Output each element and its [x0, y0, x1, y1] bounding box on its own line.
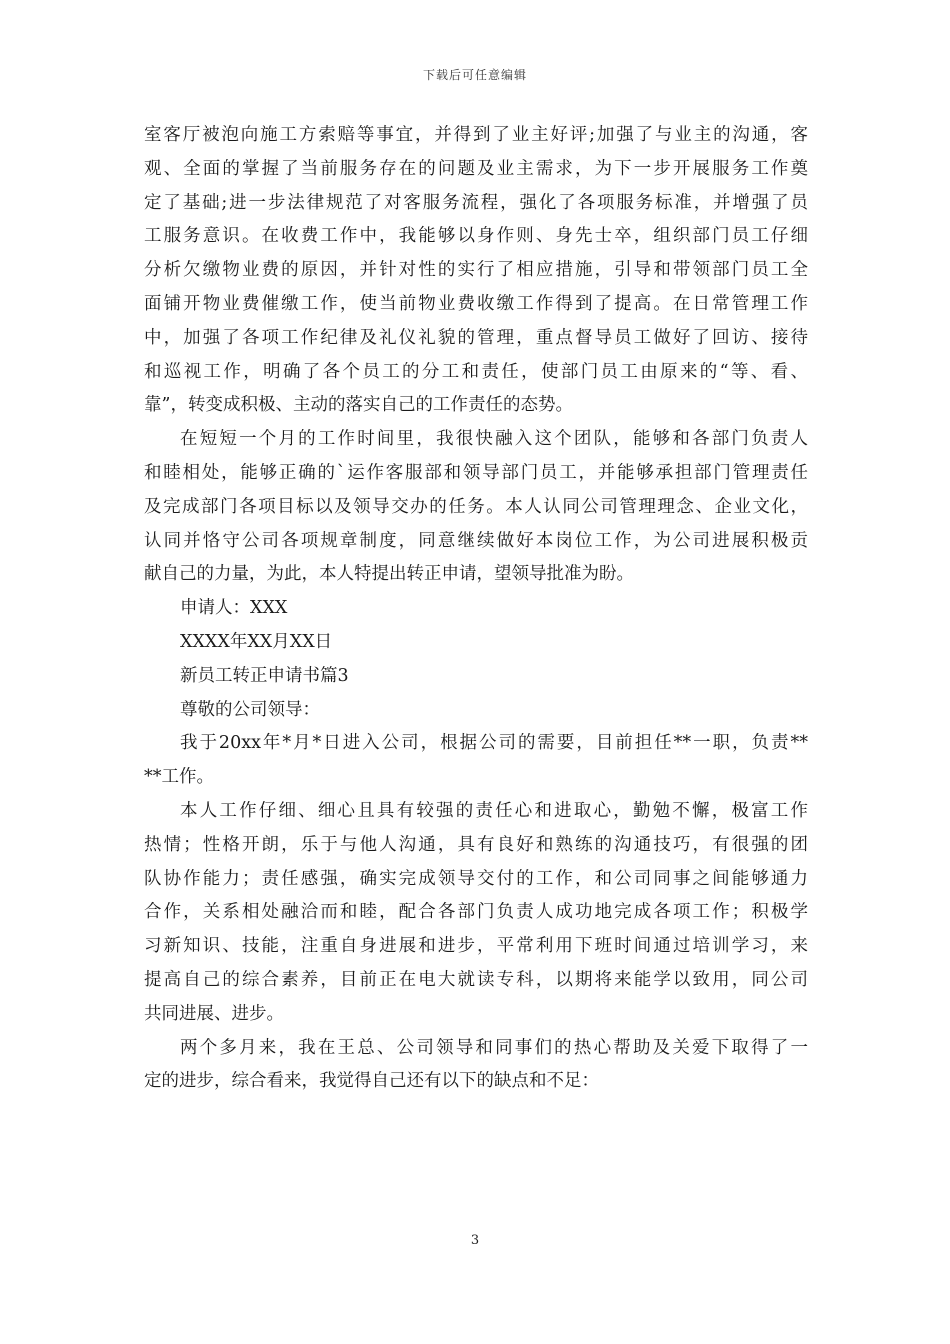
text-line: 面铺开物业费催缴工作，使当前物业费收缴工作得到了提高。在日常管理工作	[144, 293, 808, 314]
paragraph	[144, 626, 808, 660]
paragraph	[144, 727, 808, 795]
text-line: 在短短一个月的工作时间里，我很快融入这个团队，能够和各部门负责人	[180, 429, 808, 450]
paragraph	[144, 1032, 808, 1100]
paragraph	[144, 423, 808, 592]
text-line: 本人工作仔细、细心且具有较强的责任心和进取心，勤勉不懈，极富工作	[180, 800, 808, 821]
text-line: **工作。	[144, 767, 214, 788]
text-line: 认同并恪守公司各项规章制度，同意继续做好本岗位工作，为公司进展积极贡	[144, 530, 808, 551]
text-line: 申请人：XXX	[180, 598, 288, 619]
text-line: 队协作能力；责任感强，确实完成领导交付的工作，和公司同事之间能够通力	[144, 868, 808, 889]
text-line: 室客厅被泡向施工方索赔等事宜，并得到了业主好评;加强了与业主的沟通，客	[144, 125, 808, 145]
text-line: 共同进展、进步。	[144, 1003, 284, 1024]
text-line: 中，加强了各项工作纪律及礼仪礼貌的管理，重点督导员工做好了回访、接待	[144, 327, 808, 348]
text-line: 及完成部门各项目标以及领导交办的任务。本人认同公司管理理念、企业文化，	[144, 496, 808, 517]
document-body	[144, 119, 808, 1099]
text-line: 提高自己的综合素养，目前正在电大就读专科，以期将来能学以致用，同公司	[144, 969, 808, 990]
text-line: 靠”，转变成积极、主动的落实自己的工作责任的态势。	[144, 395, 573, 416]
text-line: 和巡视工作，明确了各个员工的分工和责任，使部门员工由原来的“等、看、	[144, 361, 808, 382]
text-line: 定的进步，综合看来，我觉得自己还有以下的缺点和不足：	[144, 1071, 599, 1092]
text-line: 定了基础;进一步法律规范了对客服务流程，强化了各项服务标准，并增强了员	[144, 192, 808, 213]
page-header: 下载后可任意编辑	[422, 68, 527, 82]
text-line: 合作，关系相处融洽而和睦，配合各部门负责人成功地完成各项工作；积极学	[144, 902, 808, 923]
text-line: 分析欠缴物业费的原因，并针对性的实行了相应措施，引导和带领部门员工全	[144, 260, 808, 281]
text-line: 热情；性格开朗，乐于与他人沟通，具有良好和熟练的沟通技巧，有很强的团	[144, 834, 808, 855]
paragraph	[144, 119, 808, 423]
text-line: 献自己的力量，为此，本人特提出转正申请，望领导批准为盼。	[144, 564, 634, 585]
paragraph	[144, 660, 808, 694]
text-line: 尊敬的公司领导：	[180, 699, 320, 720]
text-line: 工服务意识。在收费工作中，我能够以身作则、身先士卒，组织部门员工仔细	[144, 226, 808, 247]
text-line: 和睦相处，能够正确的`运作客服部和领导部门员工，并能够承担部门管理责任	[144, 462, 808, 483]
text-line: 观、全面的掌握了当前服务存在的问题及业主需求，为下一步开展服务工作奠	[144, 158, 808, 179]
paragraph	[144, 795, 808, 1032]
text-line: 我于20xx年*月*日进入公司，根据公司的需要，目前担任**一职，负责**	[180, 733, 808, 754]
page-number: 3	[470, 1233, 480, 1248]
paragraph	[144, 592, 808, 626]
text-line: 新员工转正申请书篇3	[180, 665, 349, 686]
text-line: XXXX年XX月XX日	[180, 631, 333, 652]
text-line: 习新知识、技能，注重自身进展和进步，平常利用下班时间通过培训学习，来	[144, 936, 808, 957]
paragraph	[144, 694, 808, 728]
text-line: 两个多月来，我在王总、公司领导和同事们的热心帮助及关爱下取得了一	[180, 1037, 808, 1058]
